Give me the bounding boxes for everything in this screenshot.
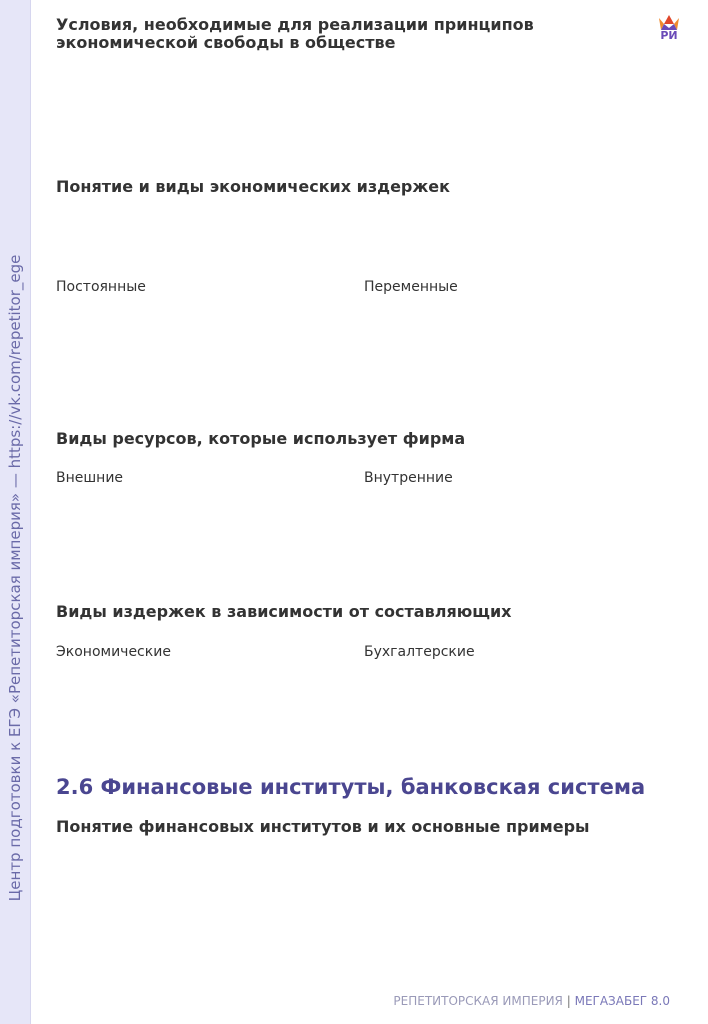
label-fixed: Постоянные [56,279,146,295]
logo-text: РИ [660,29,678,42]
heading-conditions: Условия, необходимые для реализации принципов экономической свободы в обществе [56,15,534,52]
footer [393,994,670,1008]
label-economic: Экономические [56,644,171,660]
heading-costs-components: Виды издержек в зависимости от составляющих [56,602,512,621]
logo [653,14,685,48]
section-title: 2.6 Финансовые институты, банковская система [56,775,646,799]
footer-brand: РЕПЕТИТОРСКАЯ ИМПЕРИЯ [393,994,563,1008]
section-subtitle: Понятие финансовых институтов и их основные примеры [56,817,590,836]
sidebar-band [0,0,31,1024]
sidebar-vertical-text: Центр подготовки к ЕГЭ «Репетиторская империя» — https://vk.com/repetitor_ege [6,254,24,902]
label-variable: Переменные [364,279,458,295]
heading-resources: Виды ресурсов, которые использует фирма [56,429,466,448]
heading-costs-types: Понятие и виды экономических издержек [56,177,451,196]
footer-event: МЕГАЗАБЕГ 8.0 [574,994,670,1008]
label-accounting: Бухгалтерские [364,644,475,660]
label-internal: Внутренние [364,470,453,486]
label-external: Внешние [56,470,124,486]
footer-separator: | [566,994,571,1008]
